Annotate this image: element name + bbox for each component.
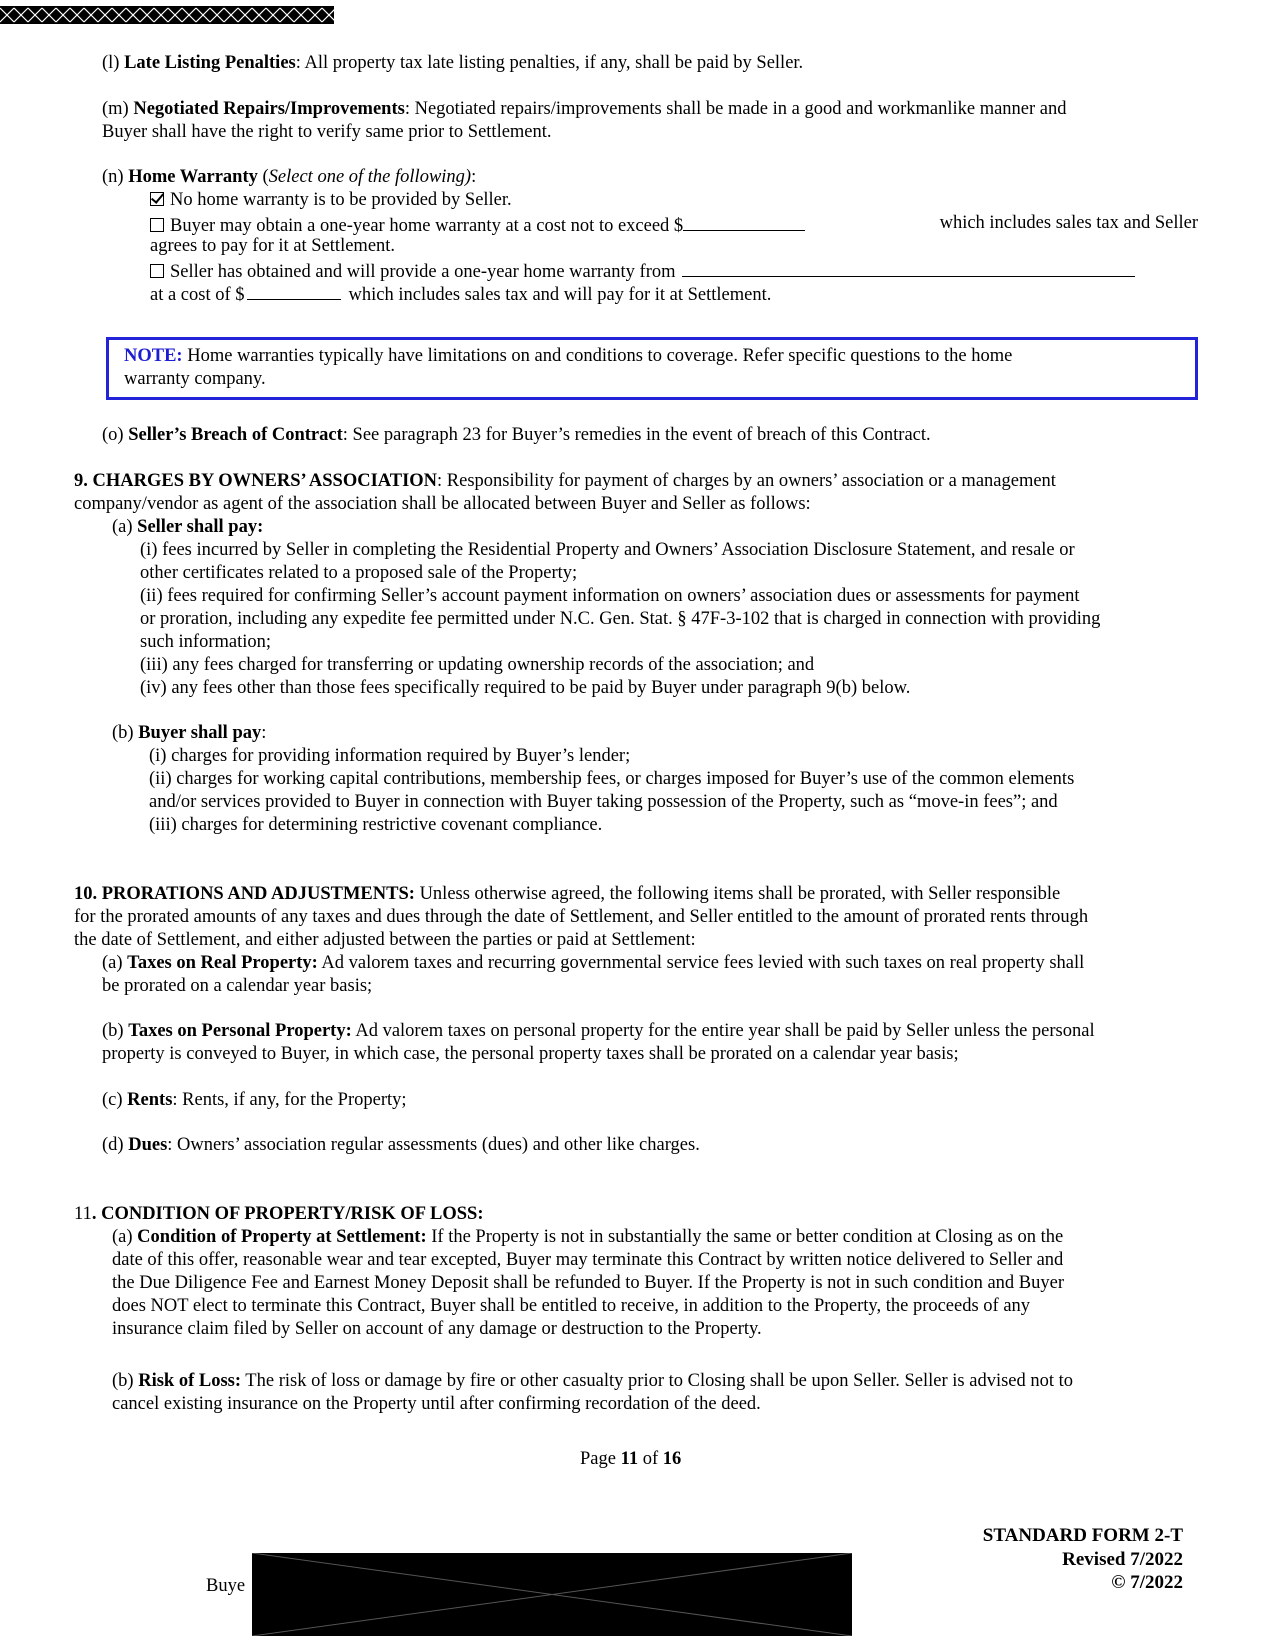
header-redaction (0, 6, 334, 24)
section-9a-ii-line2: or proration, including any expedite fee permitted under N.C. Gen. Stat. § 47F-3-102 that is charged in connection with providing (140, 609, 1101, 629)
signature-redaction (252, 1553, 852, 1636)
redaction-cross-icon (252, 1553, 852, 1636)
note-line2: warranty company. (124, 369, 266, 389)
section-11a: (a) Condition of Property at Settlement: If the Property is not in substantially the same or better condition at Closing as on the (112, 1227, 1064, 1247)
section-9a-ii-line3: such information; (140, 632, 272, 652)
section-9a-ii: (ii) fees required for confirming Seller’s account payment information on owners’ association dues or assessments for payment (140, 586, 1080, 606)
redaction-pattern (0, 6, 334, 24)
item-m-repairs: (m) Negotiated Repairs/Improvements: Negotiated repairs/improvements shall be made in a good and workmanlike manner and (102, 99, 1067, 119)
section-10c: (c) Rents: Rents, if any, for the Property; (102, 1090, 407, 1110)
section-9b-ii: (ii) charges for working capital contributions, membership fees, or charges imposed for Buyer’s use of the common elements (149, 769, 1075, 789)
section-9a-iii: (iii) any fees charged for transferring or updating ownership records of the association; and (140, 655, 815, 675)
section-9-line2: company/vendor as agent of the association shall be allocated between Buyer and Seller as follows: (74, 494, 811, 514)
form-identifier (983, 1524, 1183, 1595)
section-10b-line2: property is conveyed to Buyer, in which case, the personal property taxes shall be prorated on a calendar year basis; (102, 1044, 959, 1064)
section-11a-line3: the Due Diligence Fee and Earnest Money Deposit shall be refunded to Buyer. If the Property is not in such condition and Buyer (112, 1273, 1065, 1293)
section-9-heading: 9. CHARGES BY OWNERS’ ASSOCIATION: Responsibility for payment of charges by an owners’ association or a management (74, 471, 1056, 491)
section-10d: (d) Dues: Owners’ association regular assessments (dues) and other like charges. (102, 1135, 700, 1155)
section-11b-line2: cancel existing insurance on the Property until after confirming recordation of the deed. (112, 1394, 761, 1414)
warranty-option-buyer[interactable]: Buyer may obtain a one-year home warranty at a cost not to exceed $ which includes sales tax and Seller (150, 212, 1198, 239)
checkbox-checked-icon[interactable] (150, 192, 164, 206)
section-9b-i: (i) charges for providing information required by Buyer’s lender; (149, 746, 631, 766)
form-revised: Revised 7/2022 (1062, 1548, 1183, 1570)
item-l-late-listing: (l) Late Listing Penalties: All property tax late listing penalties, if any, shall be paid by Seller. (102, 53, 804, 73)
section-9b: (b) Buyer shall pay: (112, 723, 267, 743)
checkbox-icon[interactable] (150, 264, 164, 278)
form-name: STANDARD FORM 2-T (982, 1525, 1183, 1546)
section-10-heading: 10. PRORATIONS AND ADJUSTMENTS: Unless otherwise agreed, the following items shall be prorated, with Seller responsible (74, 884, 1061, 904)
section-10b: (b) Taxes on Personal Property: Ad valorem taxes on personal property for the entire year shall be paid by Seller unless the personal (102, 1021, 1095, 1041)
warranty-option-buyer-line2: agrees to pay for it at Settlement. (150, 236, 396, 256)
warranty-provider-field[interactable] (682, 258, 1135, 277)
warranty-seller-cost-field[interactable] (247, 281, 341, 300)
warranty-option-none[interactable]: No home warranty is to be provided by Seller. (150, 189, 512, 213)
section-10-line3: the date of Settlement, and either adjusted between the parties or paid at Settlement: (74, 930, 696, 950)
section-9a-iv: (iv) any fees other than those fees specifically required to be paid by Buyer under paragraph 9(b) below. (140, 678, 911, 698)
buyer-initials-label: Buye (206, 1576, 246, 1596)
checkbox-icon[interactable] (150, 218, 164, 232)
section-10a: (a) Taxes on Real Property: Ad valorem taxes and recurring governmental service fees levied with such taxes on real property shall (102, 953, 1085, 973)
warranty-cost-field[interactable] (683, 212, 805, 231)
item-o-breach: (o) Seller’s Breach of Contract: See paragraph 23 for Buyer’s remedies in the event of breach of this Contract. (102, 425, 931, 445)
section-9b-ii-line2: and/or services provided to Buyer in connection with Buyer taking possession of the Property, such as “move-in fees”; and (149, 792, 1058, 812)
section-10a-line2: be prorated on a calendar year basis; (102, 976, 373, 996)
section-9a-i: (i) fees incurred by Seller in completing the Residential Property and Owners’ Association Disclosure Statement, and resale or (140, 540, 1075, 560)
section-9a: (a) Seller shall pay: (112, 517, 264, 537)
item-m-repairs-line2: Buyer shall have the right to verify same prior to Settlement. (102, 122, 552, 142)
warranty-option-seller[interactable]: Seller has obtained and will provide a one-year home warranty from (150, 258, 1135, 285)
note-line1: NOTE: Home warranties typically have limitations on and conditions to coverage. Refer specific questions to the home (124, 346, 1013, 366)
section-11a-line4: does NOT elect to terminate this Contract, Buyer shall be entitled to receive, in addition to the Property, the proceeds of any (112, 1296, 1031, 1316)
section-11a-line2: date of this offer, reasonable wear and tear excepted, Buyer may terminate this Contract by written notice delivered to Seller and (112, 1250, 1064, 1270)
warranty-option-seller-line2: at a cost of $ which includes sales tax and will pay for it at Settlement. (150, 281, 771, 308)
form-copyright: © 7/2022 (1111, 1572, 1183, 1593)
section-9a-i-line2: other certificates related to a proposed sale of the Property; (140, 563, 578, 583)
section-10-line2: for the prorated amounts of any taxes and dues through the date of Settlement, and Seller entitled to the amount of prorated rents through (74, 907, 1089, 927)
item-n-home-warranty: (n) Home Warranty (Select one of the following): (102, 167, 477, 187)
section-11b: (b) Risk of Loss: The risk of loss or damage by fire or other casualty prior to Closing shall be upon Seller. Seller is advised not to (112, 1371, 1074, 1391)
page-number: Page 11 of 16 (580, 1449, 682, 1469)
section-11-heading: 11. CONDITION OF PROPERTY/RISK OF LOSS: (74, 1204, 484, 1224)
section-11a-line5: insurance claim filed by Seller on account of any damage or destruction to the Property. (112, 1319, 762, 1339)
section-9b-iii: (iii) charges for determining restrictive covenant compliance. (149, 815, 603, 835)
